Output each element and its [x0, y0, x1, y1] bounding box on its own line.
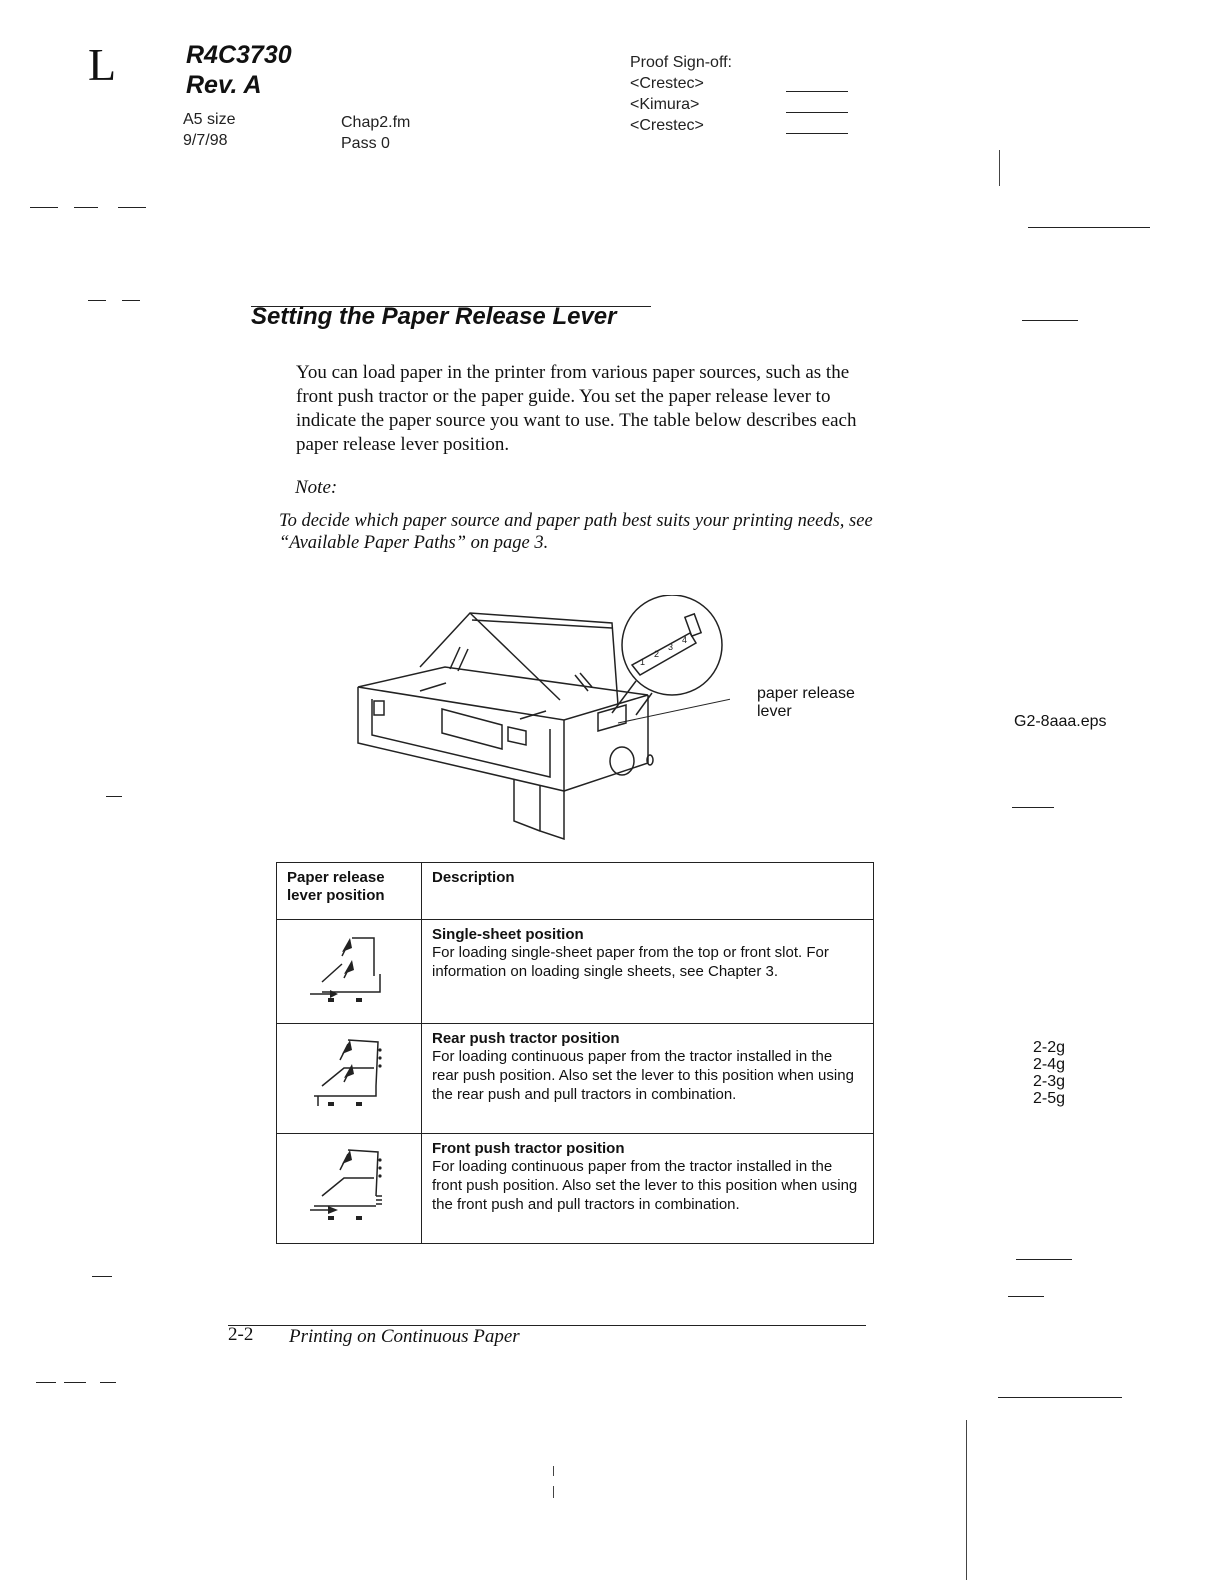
figure-code: 2-3g [1033, 1073, 1066, 1090]
revision: Rev. A [186, 71, 262, 99]
margin-figure-codes [1033, 1039, 1065, 1107]
page-number: 2-2 [228, 1324, 254, 1345]
crop-mark [122, 300, 140, 301]
crop-mark [74, 207, 98, 208]
table-row [277, 1134, 874, 1244]
pass-number: Pass 0 [341, 135, 390, 152]
doc-id-block [186, 40, 292, 100]
file-pass-block [341, 112, 410, 154]
corner-mark: L [88, 39, 117, 90]
lever-callout: paper release lever [757, 685, 855, 720]
crop-mark [118, 207, 146, 208]
page-size: A5 size [183, 111, 236, 128]
row-description-cell [422, 920, 874, 1024]
body-paragraph: You can load paper in the printer from various paper sources, such as the front push tractor or the paper guide. You set the paper release lever to indicate the paper source you want to use. The table below describes each paper release lever position. [296, 362, 857, 455]
crop-mark [106, 796, 122, 797]
crop-mark [88, 300, 106, 301]
lever-number: 2 [654, 649, 660, 659]
crop-mark [64, 1382, 86, 1383]
column-header-description: Description [422, 863, 874, 920]
row-title: Single-sheet position [432, 926, 584, 943]
row-title: Rear push tractor position [432, 1030, 620, 1047]
signoff-line [786, 91, 848, 92]
signoff-name: <Crestec> [630, 117, 704, 134]
figure-code: 2-2g [1033, 1039, 1066, 1056]
row-description-cell [422, 1134, 874, 1244]
crop-mark [998, 1397, 1122, 1398]
proof-signoff [630, 52, 732, 136]
file-name: Chap2.fm [341, 114, 411, 131]
crop-mark [553, 1466, 554, 1476]
lever-position-table [276, 862, 874, 1244]
row-description: For loading continuous paper from the tractor installed in the rear push position. Also set the lever to this position when using the rear push and pull tractors in combination. [432, 1048, 854, 1103]
figure-code: 2-4g [1033, 1056, 1066, 1073]
size-date-block [183, 109, 235, 151]
crop-mark [553, 1486, 554, 1498]
crop-mark [966, 1420, 967, 1580]
signoff-title: Proof Sign-off: [630, 54, 732, 71]
single-sheet-icon [304, 926, 394, 1012]
crop-mark [36, 1382, 56, 1383]
lever-icon-cell [277, 920, 422, 1024]
column-header-position: Paper release lever position [277, 863, 422, 920]
crop-mark [100, 1382, 116, 1383]
lever-icon-cell [277, 1024, 422, 1134]
crop-mark [92, 1276, 112, 1277]
crop-mark [1016, 1259, 1072, 1260]
printer-illustration [350, 595, 730, 840]
lever-icon-cell [277, 1134, 422, 1244]
row-description-cell [422, 1024, 874, 1134]
crop-mark [1008, 1296, 1044, 1297]
signoff-name: <Kimura> [630, 96, 700, 113]
signoff-line [786, 133, 848, 134]
note-text: To decide which paper source and paper path best suits your printing needs, see “Available Paper Paths” on page 3. [279, 511, 873, 553]
doc-date: 9/7/98 [183, 132, 228, 149]
table-row [277, 1024, 874, 1134]
front-push-tractor-icon [304, 1140, 394, 1230]
row-description: For loading continuous paper from the tractor installed in the front push position. Also set the lever to this position when using the front push and pull tractors in combination. [432, 1158, 858, 1213]
table-row [277, 920, 874, 1024]
row-title: Front push tractor position [432, 1140, 625, 1157]
lever-number: 1 [640, 657, 646, 667]
zoom-inset [612, 595, 722, 715]
printer-body [358, 613, 653, 839]
crop-mark [30, 207, 58, 208]
note-label: Note: [295, 477, 338, 498]
rear-push-tractor-icon [304, 1030, 394, 1120]
section-title: Setting the Paper Release Lever [251, 303, 617, 330]
figure-code: 2-5g [1033, 1090, 1066, 1107]
chapter-title: Printing on Continuous Paper [289, 1326, 520, 1347]
crop-mark [999, 150, 1000, 186]
crop-mark [1022, 320, 1078, 321]
table-header-row [277, 863, 874, 920]
row-description: For loading single-sheet paper from the top or front slot. For information on loading single sheets, see Chapter 3. [432, 944, 829, 980]
figure-filename: G2-8aaa.eps [1014, 713, 1107, 730]
crop-mark [1012, 807, 1054, 808]
lever-number: 3 [668, 642, 674, 652]
lever-number: 4 [682, 635, 688, 645]
crop-mark [1028, 227, 1150, 228]
signoff-name: <Crestec> [630, 75, 704, 92]
doc-code: R4C3730 [186, 41, 292, 69]
signoff-line [786, 112, 848, 113]
